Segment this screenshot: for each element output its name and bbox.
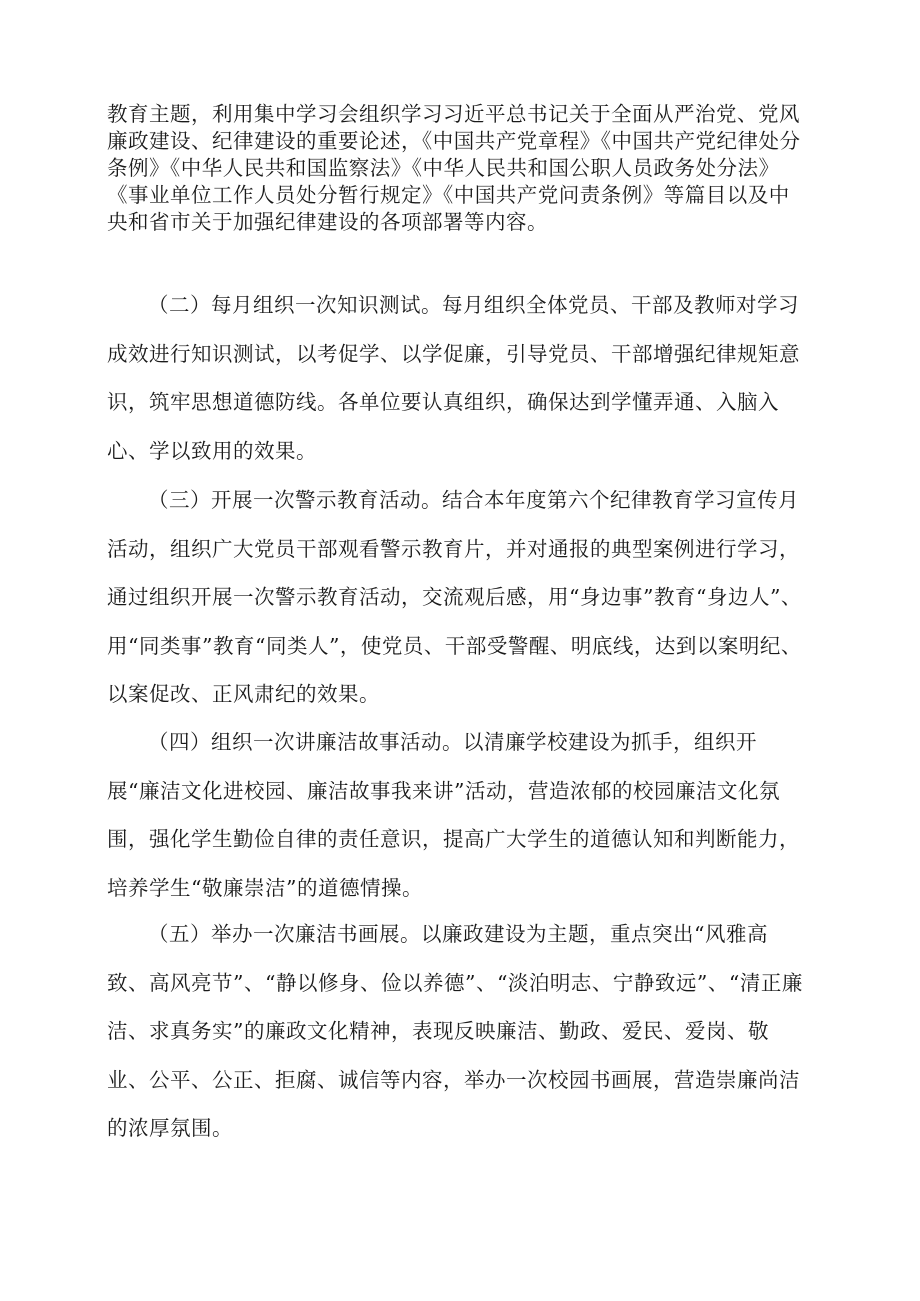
paragraph-integrity-stories: （四）组织一次讲廉洁故事活动。以清廉学校建设为抓手，组织开展“廉洁文化进校园、廉洁故事我来讲”活动，营造浓郁的校园廉洁文化氛围，强化学生勤俭自律的责任意识，提高广大学生的道德认知和判断能力，培养学生“敬廉崇洁”的道德情操。 [107, 730, 800, 900]
paragraph-monthly-test: （二）每月组织一次知识测试。每月组织全体党员、干部及教师对学习成效进行知识测试，以考促学、以学促廉，引导党员、干部增强纪律规矩意识，筑牢思想道德防线。各单位要认真组织，确保达到学懂弄通、入脑入心、学以致用的效果。 [107, 293, 800, 463]
paragraph-warning-education: （三）开展一次警示教育活动。结合本年度第六个纪律教育学习宣传月活动，组织广大党员干部观看警示教育片，并对通报的典型案例进行学习，通过组织开展一次警示教育活动，交流观后感，用“身边事”教育“身边人”、用“同类事”教育“同类人”，使党员、干部受警醒、明底线，达到以案明纪、以案促改、正风肃纪的效果。 [107, 488, 802, 707]
continued-paragraph: 教育主题，利用集中学习会组织学习习近平总书记关于全面从严治党、党风廉政建设、纪律建设的重要论述，《中国共产党章程》《中国共产党纪律处分条例》《中华人民共和国监察法》《中华人民共和国公职人员政务处分法》《事业单位工作人员处分暂行规定》《中国共产党问责条例》等篇目以及中央和省市关于加强纪律建设的各项部署等内容。 [107, 102, 801, 234]
paragraph-calligraphy-exhibition: （五）举办一次廉洁书画展。以廉政建设为主题，重点突出“风雅高致、高风亮节”、“静以修身、俭以养德”、“淡泊明志、宁静致远”、“清正廉洁、求真务实”的廉政文化精神，表现反映廉洁、勤政、爱民、爱岗、敬业、公平、公正、拒腐、诚信等内容，举办一次校园书画展，营造崇廉尚洁的浓厚氛围。 [107, 922, 803, 1141]
